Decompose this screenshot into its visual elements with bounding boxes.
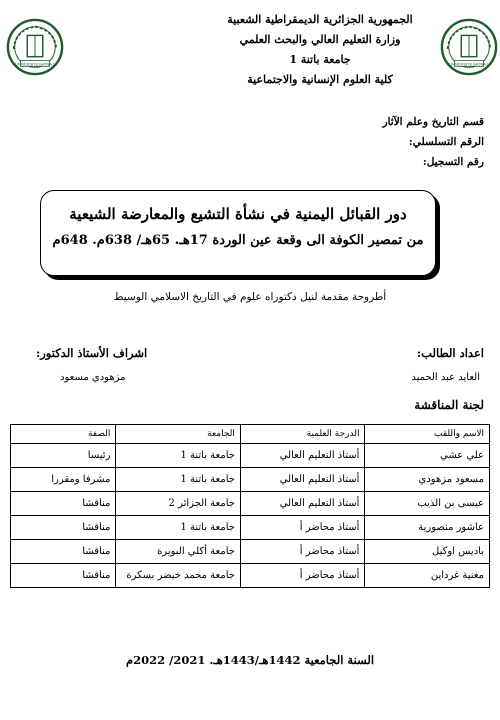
thesis-title: دور القبائل اليمنية في نشأة التشيع والمعارضة الشيعية [69, 205, 407, 223]
serial-number-label: الرقم التسلسلي: [408, 136, 484, 148]
header-name: الاسم واللقب [365, 425, 490, 444]
ministry-line: وزارة التعليم العالي والبحث العلمي [239, 33, 401, 46]
table-row [11, 540, 490, 564]
table-row [11, 492, 490, 516]
committee-table [10, 424, 490, 588]
member-role: مناقشا [11, 540, 116, 564]
member-university: جامعة باتنة 1 [116, 444, 241, 468]
member-name: مسعود مزهودي [365, 468, 490, 492]
member-rank: أستاذ التعليم العالي [240, 444, 365, 468]
member-role: مناقشا [11, 492, 116, 516]
supervisor-name: مزهودي مسعود [60, 372, 126, 383]
member-rank: أستاذ محاضر أ [240, 540, 365, 564]
committee-title: لجنة المناقشة [414, 398, 484, 412]
member-rank: أستاذ التعليم العالي [240, 492, 365, 516]
member-university: جامعة محمد خيضر بسكرة [116, 564, 241, 588]
member-rank: أستاذ محاضر أ [240, 516, 365, 540]
thesis-subtitle: من تمصير الكوفة الى وقعة عين الوردة 17هـ. 65هـ/ 638م. 648م [52, 233, 424, 248]
table-row [11, 444, 490, 468]
thesis-title-box [40, 190, 436, 276]
member-name: علي عشي [365, 444, 490, 468]
member-rank: أستاذ محاضر أ [240, 564, 365, 588]
supervisor-label: اشراف الأستاذ الدكتور: [36, 346, 148, 360]
member-role: رئيسا [11, 444, 116, 468]
header-role: الصفة [11, 425, 116, 444]
member-university: جامعة الجزائر 2 [116, 492, 241, 516]
university-logo-left [6, 18, 64, 76]
member-university: جامعة باتنة 1 [116, 516, 241, 540]
member-rank: أستاذ التعليم العالي [240, 468, 365, 492]
member-name: عاشور منصورية [365, 516, 490, 540]
table-row [11, 468, 490, 492]
member-name: عيسى بن الذيب [365, 492, 490, 516]
table-row [11, 564, 490, 588]
member-role: مشرفا ومقررا [11, 468, 116, 492]
member-role: مناقشا [11, 516, 116, 540]
member-name: باديس اوكيل [365, 540, 490, 564]
university-line: جامعة باتنة 1 [289, 53, 351, 66]
member-name: مغنية غرداين [365, 564, 490, 588]
student-name: العايد عبد الحميد [411, 372, 480, 383]
header-university: الجامعة [116, 425, 241, 444]
department-name: قسم التاريخ وعلم الآثار [382, 116, 484, 128]
republic-line: الجمهورية الجزائرية الديمقراطية الشعبية [227, 13, 413, 26]
institution-header [170, 10, 470, 90]
member-role: مناقشا [11, 564, 116, 588]
department-info [383, 112, 485, 172]
svg-text:UNIVERSITE BATNA 1: UNIVERSITE BATNA 1 [449, 62, 489, 67]
committee-header-row [11, 425, 490, 444]
header-rank: الدرجة العلمية [240, 425, 365, 444]
member-university: جامعة أكلي البويرة [116, 540, 241, 564]
faculty-line: كلية العلوم الإنسانية والاجتماعية [247, 73, 393, 86]
table-row [11, 516, 490, 540]
thesis-type: أطروحة مقدمة لنيل دكتوراه علوم في التاريخ الاسلامي الوسيط [113, 291, 387, 303]
academic-year: السنة الجامعية 1442هـ/1443هـ. 2021/ 2022م [125, 653, 375, 667]
svg-text:UNIVERSITE BATNA 1: UNIVERSITE BATNA 1 [15, 62, 55, 67]
member-university: جامعة باتنة 1 [116, 468, 241, 492]
student-label: اعداد الطالب: [416, 346, 484, 360]
registration-number-label: رقم التسجيل: [422, 156, 484, 168]
